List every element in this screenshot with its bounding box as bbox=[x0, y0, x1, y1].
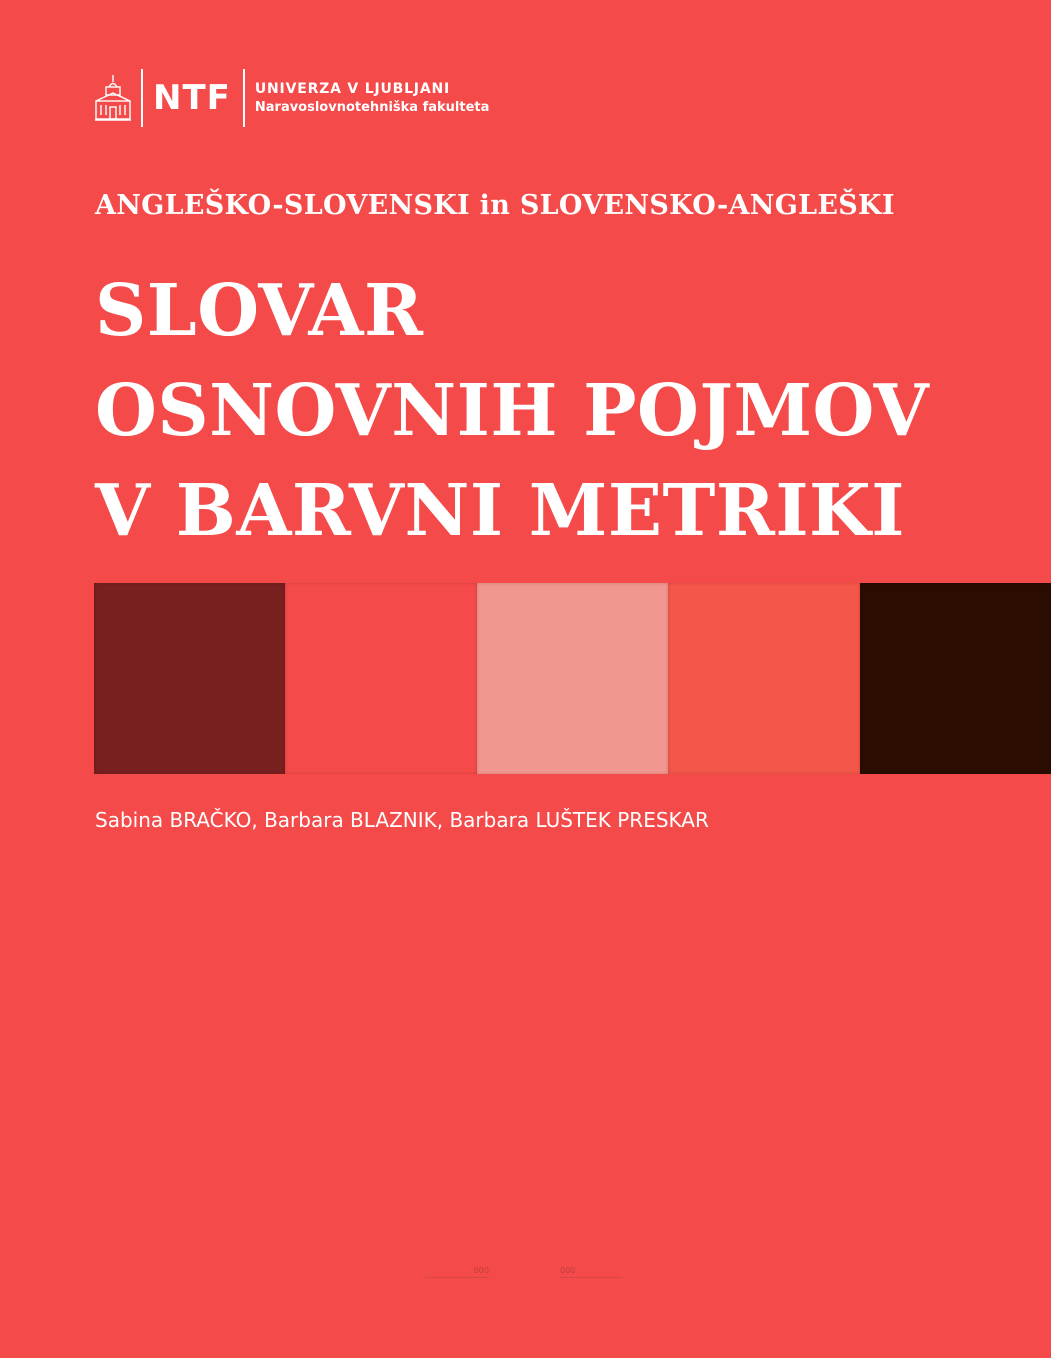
footer-mark: 000 bbox=[425, 1266, 489, 1278]
header-logo bbox=[93, 68, 489, 128]
color-swatch bbox=[94, 583, 285, 774]
authors: Sabina BRAČKO, Barbara BLAZNIK, Barbara LUŠTEK PRESKAR bbox=[95, 808, 709, 832]
color-swatch-strip bbox=[94, 583, 1051, 774]
university-block bbox=[245, 80, 490, 117]
color-swatch bbox=[477, 583, 668, 774]
color-swatch bbox=[285, 583, 476, 774]
footer-mark: 000 bbox=[560, 1266, 622, 1278]
university-name: UNIVERZA V LJUBLJANI bbox=[254, 80, 450, 97]
book-title bbox=[95, 260, 929, 560]
book-subtitle: ANGLEŠKO-SLOVENSKI in SLOVENSKO-ANGLEŠKI bbox=[95, 190, 895, 221]
title-line: OSNOVNIH POJMOV bbox=[95, 368, 930, 452]
faculty-name: Naravoslovnotehniška fakulteta bbox=[254, 99, 490, 115]
color-swatch bbox=[860, 583, 1051, 774]
ntf-logo-text: NTF bbox=[153, 78, 231, 118]
title-line: SLOVAR bbox=[95, 268, 424, 352]
title-line: V BARVNI METRIKI bbox=[95, 468, 905, 552]
university-building-icon bbox=[93, 73, 133, 123]
color-swatch bbox=[668, 583, 859, 774]
